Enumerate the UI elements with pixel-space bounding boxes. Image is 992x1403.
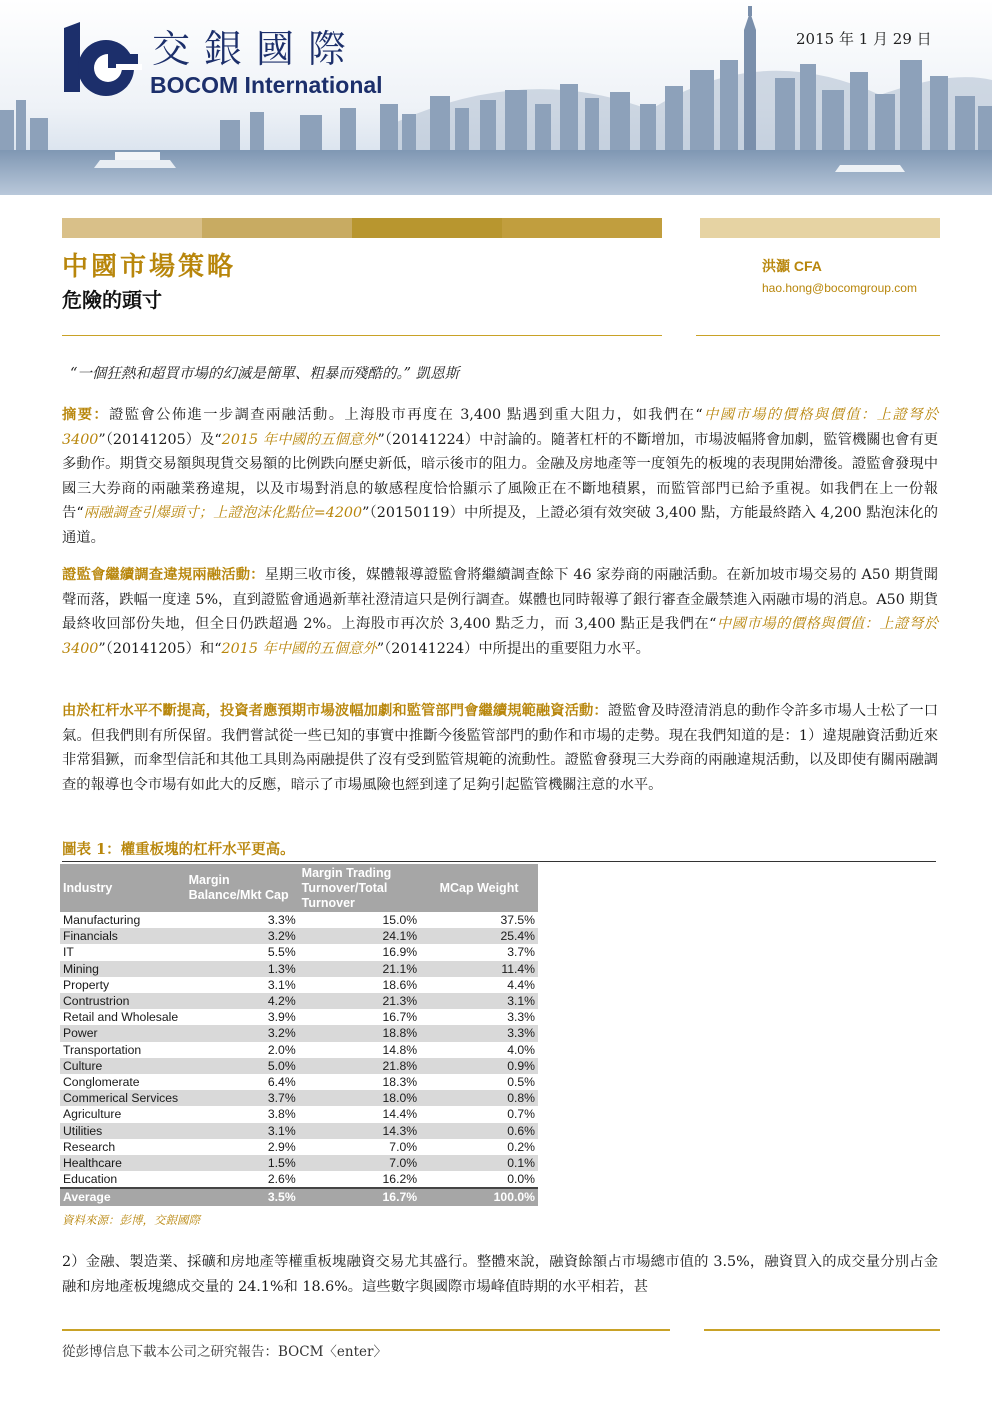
decor-bar-4 [502,218,662,238]
logo-chinese-name: 交銀國際 [152,27,361,71]
summary-report-ref-1: 中國市場的價格與價值：上證弩於 3400 [62,407,939,448]
value-cell: 21.8% [299,1058,420,1074]
value-cell: 37.5% [500,913,535,927]
value-cell: 4.4% [507,977,535,992]
value-cell: 0.9% [420,1058,538,1074]
value-cell: 3.1% [186,1123,299,1139]
decor-bar-3 [352,218,502,238]
industry-cell: Healthcare [60,1155,186,1171]
industry-cell: Property [63,977,110,992]
value-cell: 24.1% [299,928,420,944]
industry-cell: Conglomerate [63,1075,140,1090]
value-cell: 3.3% [267,913,296,927]
value-cell: 6.4% [267,1075,296,1090]
industry-cell: Education [63,1172,118,1187]
csrc-text-3: ”（20141224）中所提出的重要阻力水平。 [376,640,650,657]
value-cell: 7.0% [299,1155,420,1171]
table-row [60,977,538,993]
table-body [60,912,538,1206]
footer-rule-right [704,1329,940,1331]
industry-cell: Financials [60,928,186,944]
value-cell: 0.5% [507,1075,535,1090]
value-cell: 16.7% [299,1188,420,1205]
footer-rule-left [62,1329,670,1331]
value-cell: 3.5% [186,1188,299,1205]
footer-text: 從彭博信息下載本公司之研究報告：BOCM〈enter〉 [62,1344,387,1360]
summary-text-1: 證監會公佈進一步調查兩融活動。上海股市再度在 3,400 點遇到重大阻力，如我們在“ [109,407,703,423]
summary-report-ref-2: 2015 年中國的五個意外 [221,431,378,448]
value-cell: 14.3% [299,1123,420,1139]
leverage-table [60,864,538,1206]
summary-text-3: ”（20141224）中討論的。隨著杠杆的不斷增加，市場波幅將會加劇，監管機關也會有更多動作。期貨交易額與現貨交易額的比例跌向歷史新低，暗示後市的阻力。金融及房地產等一度領先的板塊的表現開始滯後。證監會發現中國三大券商的兩融業務違規，以及市場對消息的敏感程度恰恰顯示了風險正在不斷地積累，而監管部門已給予重視。如我們在上一份報告“ [62,431,938,522]
csrc-paragraph [62,563,938,661]
title-rule-left [62,335,662,336]
value-cell: 2.6% [267,1172,296,1187]
table-row [60,1171,538,1188]
csrc-text-1: 星期三收市後，媒體報導證監會將繼續調查餘下 46 家券商的兩融活動。在新加坡市場交易的 A50 期貨聞聲而落，跌幅一度達 5%，直到證監會通過新華社澄清這只是例行調查。媒體也同時報導了銀行審查金嚴禁進入兩融市場的消息。A50 期貨最終收回部份失地，但全日仍跌超過 2%。上海股市再次於 3,400 點乏力，而 3,400 點正是我們在“ [62,567,939,633]
industry-cell: Commerical Services [60,1090,186,1106]
value-cell: 16.7% [382,1010,418,1025]
value-cell: 1.3% [186,961,299,977]
value-cell: 3.3% [507,1010,535,1025]
industry-cell: Retail and Wholesale [63,1010,179,1025]
table-row [60,993,538,1009]
summary-report-ref-3: 兩融調查引爆頭寸；上證泡沫化點位=4200 [83,505,363,522]
decor-bar-2 [202,218,352,238]
value-cell: 3.7% [507,945,535,960]
value-cell: 0.8% [420,1090,538,1106]
col-header-margin-balance: Margin Balance/Mkt Cap [186,864,299,912]
value-cell: 3.1% [420,993,538,1009]
table-row [60,1009,538,1025]
figure-rule [62,861,936,862]
value-cell: 100.0% [420,1188,538,1205]
value-cell: 2.0% [267,1042,296,1057]
industry-cell: Average [60,1188,186,1205]
table-row [60,912,538,928]
value-cell: 5.0% [186,1058,299,1074]
industry-cell: Culture [60,1058,186,1074]
value-cell: 18.8% [299,1025,420,1041]
closing-paragraph: 2）金融、製造業、採礦和房地產等權重板塊融資交易尤其盛行。整體來說，融資餘額占市場總市值的 3.5%，融資買入的成交量分別占金融和房地產板塊總成交量的 24.1%和 18.6%。這些數字與國際市場峰值時期的水平相若，甚 [62,1254,938,1295]
table-row [60,944,538,960]
table-row [60,1155,538,1171]
report-subtitle: 危險的頭寸 [62,288,162,312]
value-cell: 3.2% [186,928,299,944]
table-header-row [60,864,538,912]
table-average-row [60,1188,538,1205]
csrc-report-ref-1: 中國市場的價格與價值：上證弩於 3400 [62,616,938,657]
author-email[interactable]: hao.hong@bocomgroup.com [762,281,917,295]
value-cell: 2.9% [267,1139,296,1154]
leverage-text: 證監會及時澄清消息的動作令許多市場人士松了一口氣。但我們則有所保留。我們嘗試從一些已知的事實中推斷今後監管部門的動作和市場的走勢。現在我們知道的是：1）違規融資活動近來非常猖獗，而傘型信託和其他工具則為兩融提供了沒有受到監管規範的流動性。證監會發現三大券商的兩融違規活動，以及即使有關兩融調查的報導也令市場有如此大的反應，暗示了市場風險也經到達了足夠引起監管機關注意的水平。 [62,703,939,793]
value-cell: 3.7% [186,1090,299,1106]
value-cell: 3.9% [267,1010,296,1025]
leverage-paragraph [62,699,938,797]
csrc-report-ref-2: 2015 年中國的五個意外 [221,640,377,657]
value-cell: 5.5% [267,945,296,960]
col-header-mcap-weight: MCap Weight [420,864,538,912]
value-cell: 16.2% [382,1172,418,1187]
value-cell: 14.8% [382,1042,418,1057]
csrc-label: 證監會繼續調查違規兩融活動： [62,567,265,583]
table-row [60,1074,538,1090]
table-row [60,1090,538,1106]
industry-cell: Transportation [63,1042,142,1057]
industry-cell: Power [60,1025,186,1041]
summary-text-4: ”（20150119）中所提及，上證必須有效突破 3,400 點，方能最終踏入 4,200 點泡沫化的通道。 [62,505,938,546]
industry-cell: Manufacturing [63,913,141,927]
industry-cell: IT [63,945,74,960]
value-cell: 4.0% [507,1042,535,1057]
value-cell: 3.1% [267,977,296,992]
industry-cell: Contrustrion [60,993,186,1009]
table-row [60,1042,538,1058]
value-cell: 11.4% [420,961,538,977]
value-cell: 18.3% [382,1075,418,1090]
figure-source: 資料來源：彭博，交銀國際 [62,1213,200,1227]
value-cell: 0.7% [507,1107,535,1122]
report-date: 2015 年 1 月 29 日 [796,30,932,48]
report-title: 中國市場策略 [62,252,237,282]
author-name: 洪灝 CFA [762,258,822,274]
value-cell: 18.0% [299,1090,420,1106]
value-cell: 7.0% [389,1139,418,1154]
industry-cell: Agriculture [63,1107,122,1122]
value-cell: 21.1% [299,961,420,977]
decor-bar-1 [62,218,202,238]
value-cell: 15.0% [382,913,418,927]
logo-english-name: BOCOM International [150,72,383,98]
value-cell: 3.3% [420,1025,538,1041]
keynes-quote: “一個狂熱和超買市場的幻滅是簡單、粗暴而殘酷的。” 凱恩斯 [70,366,460,382]
table-row [60,1058,538,1074]
value-cell: 16.9% [382,945,418,960]
table-row [60,1106,538,1122]
value-cell: 25.4% [420,928,538,944]
leverage-label: 由於杠杆水平不斷提高，投資者應預期市場波幅加劇和監管部門會繼續規範融資活動： [62,703,608,719]
figure-title: 圖表 1：權重板塊的杠杆水平更高。 [62,841,295,858]
value-cell: 21.3% [299,993,420,1009]
value-cell: 0.6% [420,1123,538,1139]
value-cell: 18.6% [382,977,418,992]
table-row [60,1025,538,1041]
value-cell: 0.2% [507,1139,535,1154]
col-header-margin-turnover: Margin Trading Turnover/Total Turnover [299,864,420,912]
value-cell: 14.4% [382,1107,418,1122]
value-cell: 3.8% [267,1107,296,1122]
decor-bar-5 [700,218,940,238]
summary-label: 摘要： [62,407,110,423]
bocom-logo-icon [56,22,142,98]
industry-cell: Research [63,1139,116,1154]
value-cell: 4.2% [186,993,299,1009]
summary-paragraph [62,403,938,551]
value-cell: 0.1% [420,1155,538,1171]
table-row [60,1123,538,1139]
col-header-industry: Industry [60,864,186,912]
table-row [60,1139,538,1155]
title-rule-right [696,335,940,336]
table-row [60,928,538,944]
value-cell: 1.5% [186,1155,299,1171]
value-cell: 0.0% [507,1172,535,1187]
industry-cell: Mining [60,961,186,977]
table-row [60,961,538,977]
value-cell: 3.2% [186,1025,299,1041]
csrc-text-2: ”（20141205）和“ [98,640,222,657]
industry-cell: Utilities [60,1123,186,1139]
summary-text-2: ”（20141205）及“ [98,431,222,448]
